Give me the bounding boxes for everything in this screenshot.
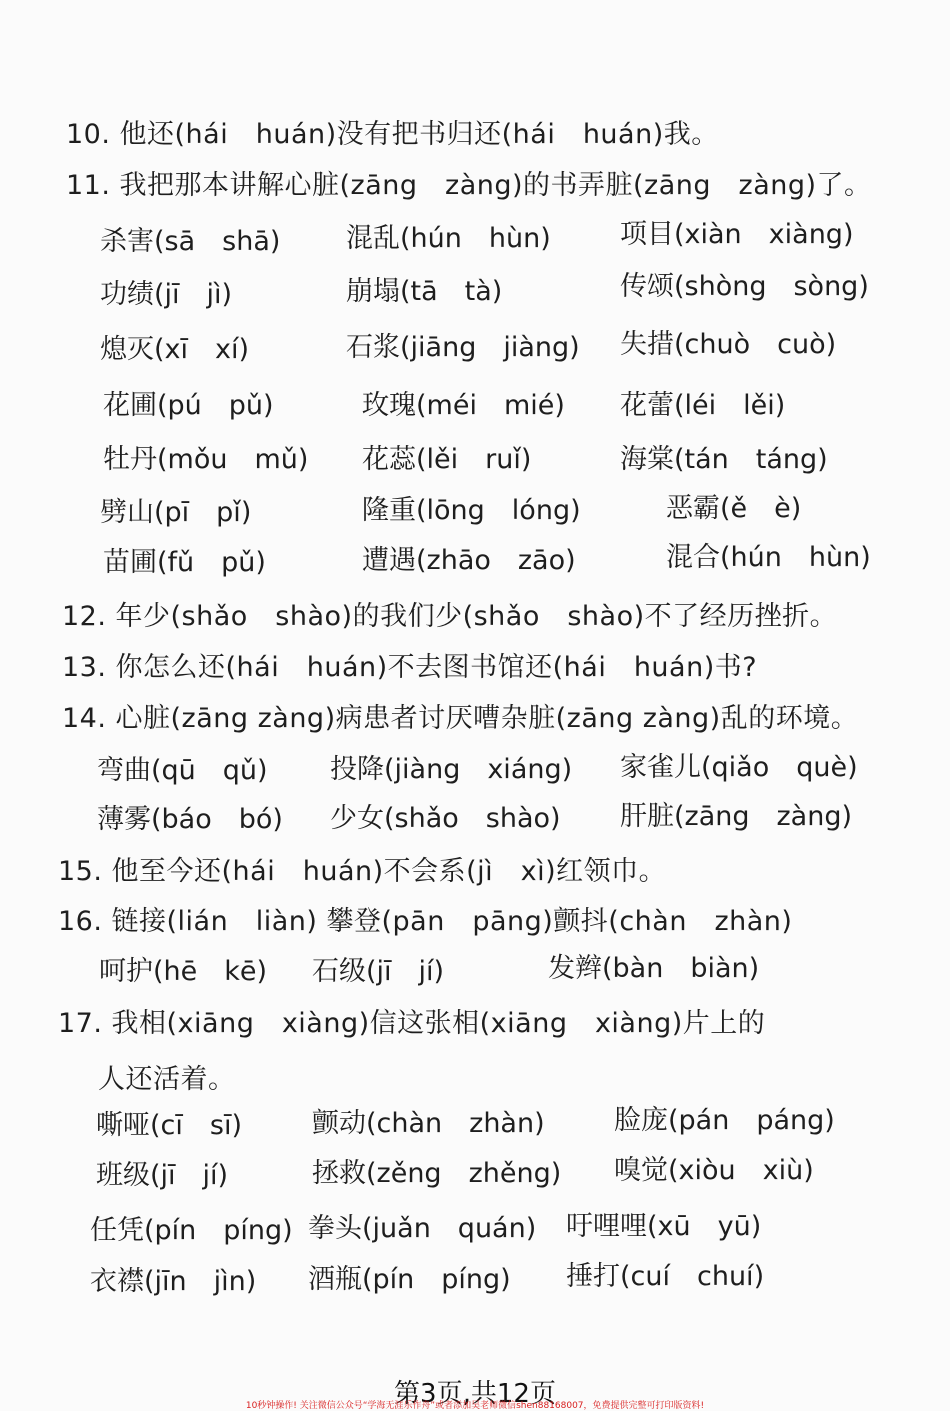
word-item: 投降(jiàng xiáng) bbox=[330, 754, 573, 785]
watermark-text: 10秒钟操作! 关注微信公众号“学海无涯乐作舟”或者添加吴老师微信shen88168007，免费提供完整可打印版资料! bbox=[245, 1401, 705, 1411]
word-item: 失措(chuò cuò) bbox=[620, 329, 837, 360]
word-item: 石浆(jiāng jiàng) bbox=[346, 332, 580, 363]
word-item: 牡丹(mǒu mǔ) bbox=[103, 444, 309, 475]
question-15: 15. 他至今还(hái huán)不会系(jì xì)红领巾。 bbox=[58, 856, 667, 887]
word-item: 花圃(pú pǔ) bbox=[103, 390, 274, 421]
word-item: 功绩(jī jì) bbox=[100, 279, 233, 310]
word-item: 嗅觉(xiòu xiù) bbox=[614, 1155, 814, 1186]
word-item: 劈山(pī pǐ) bbox=[100, 497, 252, 528]
word-item: 捶打(cuí chuí) bbox=[566, 1261, 765, 1292]
word-item: 家雀儿(qiǎo què) bbox=[620, 752, 858, 783]
word-item: 花蕾(léi lěi) bbox=[620, 390, 786, 421]
word-item: 呵护(hē kē) bbox=[99, 956, 268, 987]
word-item: 少女(shǎo shào) bbox=[330, 803, 561, 834]
word-item: 任凭(pín píng) bbox=[90, 1215, 293, 1246]
word-item: 遭遇(zhāo zāo) bbox=[362, 545, 576, 576]
word-item: 杀害(sā shā) bbox=[100, 226, 281, 257]
question-12: 12. 年少(shǎo shào)的我们少(shǎo shào)不了经历挫折。 bbox=[62, 601, 838, 632]
word-item: 恶霸(ě è) bbox=[666, 493, 802, 524]
word-item: 混合(hún hùn) bbox=[666, 542, 871, 573]
question-11: 11. 我把那本讲解心脏(zāng zàng)的书弄脏(zāng zàng)了。 bbox=[66, 170, 872, 201]
word-item: 发辫(bàn biàn) bbox=[548, 953, 760, 984]
word-item: 苗圃(fǔ pǔ) bbox=[103, 547, 266, 578]
word-item: 项目(xiàn xiàng) bbox=[620, 219, 854, 250]
word-item: 花蕊(lěi ruǐ) bbox=[362, 444, 532, 475]
word-item: 隆重(lōng lóng) bbox=[362, 495, 581, 526]
word-item: 海棠(tán táng) bbox=[620, 444, 828, 475]
word-item: 班级(jī jí) bbox=[96, 1160, 229, 1191]
word-item: 酒瓶(pín píng) bbox=[308, 1264, 511, 1295]
word-item: 石级(jī jí) bbox=[312, 956, 445, 987]
word-item: 嘶哑(cī sī) bbox=[96, 1110, 242, 1141]
word-item: 混乱(hún hùn) bbox=[346, 223, 551, 254]
question-14: 14. 心脏(zāng zàng)病患者讨厌嘈杂脏(zāng zàng)乱的环境。 bbox=[62, 703, 859, 734]
question-17: 17. 我相(xiāng xiàng)信这张相(xiāng xiàng)片上的 bbox=[58, 1008, 766, 1039]
word-item: 弯曲(qū qǔ) bbox=[97, 755, 268, 786]
word-item: 拳头(juǎn quán) bbox=[308, 1213, 537, 1244]
word-item: 玫瑰(méi mié) bbox=[362, 390, 565, 421]
page-number: 第3页,共12页 bbox=[394, 1379, 556, 1409]
word-item: 颤动(chàn zhàn) bbox=[312, 1108, 545, 1139]
word-item: 传颂(shòng sòng) bbox=[620, 271, 869, 302]
word-item: 肝脏(zāng zàng) bbox=[620, 801, 853, 832]
word-item: 拯救(zěng zhěng) bbox=[312, 1158, 562, 1189]
word-item: 吁哩哩(xū yū) bbox=[566, 1211, 762, 1242]
question-13: 13. 你怎么还(hái huán)不去图书馆还(hái huán)书? bbox=[62, 652, 758, 683]
question-16: 16. 链接(lián liàn) 攀登(pān pāng)颤抖(chàn zhàn) bbox=[58, 906, 793, 937]
question-17-continued: 人还活着。 bbox=[98, 1064, 236, 1095]
word-item: 薄雾(báo bó) bbox=[97, 804, 283, 835]
word-item: 崩塌(tā tà) bbox=[346, 276, 503, 307]
word-item: 衣襟(jīn jìn) bbox=[90, 1266, 257, 1297]
question-10: 10. 他还(hái huán)没有把书归还(hái huán)我。 bbox=[66, 119, 719, 150]
word-item: 熄灭(xī xí) bbox=[100, 334, 250, 365]
word-item: 脸庞(pán páng) bbox=[614, 1105, 835, 1136]
